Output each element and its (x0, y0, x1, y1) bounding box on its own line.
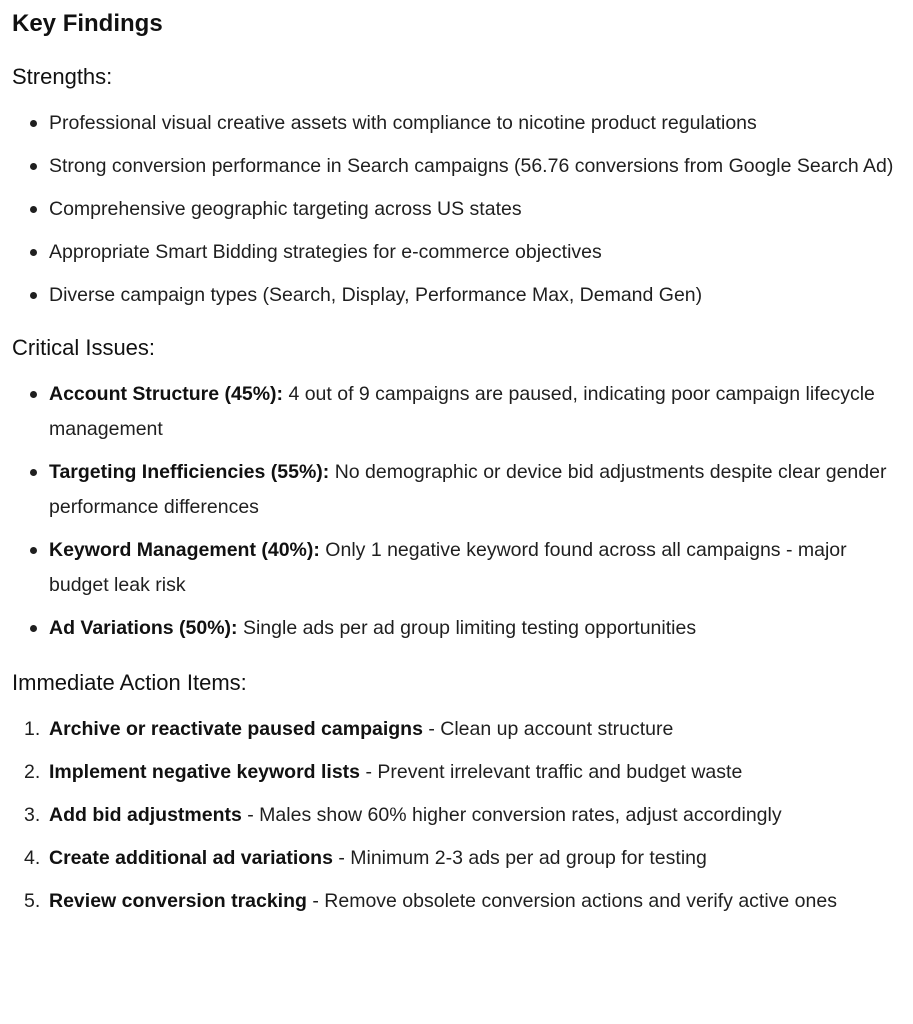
list-item (12, 192, 901, 227)
action-text: - Clean up account structure (422, 718, 674, 740)
item-number: 5. (24, 890, 41, 912)
critical-issues-list (12, 377, 901, 646)
bullet-icon (30, 249, 37, 256)
action-label: Archive or reactivate paused campaigns (49, 718, 423, 740)
issue-label: Targeting Inefficiencies (55%): (49, 461, 330, 483)
list-item (12, 533, 901, 603)
strength-text: Strong conversion performance in Search campaigns (56.76 conversions from Google Search Ad) (49, 155, 894, 177)
issue-label: Ad Variations (50%): (49, 617, 238, 639)
bullet-icon (30, 120, 37, 127)
list-item (12, 884, 901, 919)
item-number: 4. (24, 847, 41, 869)
list-item (12, 278, 901, 313)
list-item (12, 712, 901, 747)
bullet-icon (30, 206, 37, 213)
item-number: 2. (24, 761, 41, 783)
strengths-heading: Strengths: (12, 64, 113, 89)
bullet-icon (30, 391, 37, 398)
critical-issues-heading: Critical Issues: (12, 335, 156, 360)
page-title: Key Findings (12, 10, 163, 37)
issue-label: Account Structure (45%): (49, 383, 284, 405)
bullet-icon (30, 163, 37, 170)
list-item (12, 841, 901, 876)
issue-text: 4 out of 9 campaigns are paused, indicating poor campaign lifecycle management (49, 383, 875, 440)
action-text: - Minimum 2-3 ads per ad group for testing (332, 847, 707, 869)
action-label: Review conversion tracking (49, 890, 307, 912)
strength-text: Professional visual creative assets with compliance to nicotine product regulations (49, 112, 757, 134)
issue-text: No demographic or device bid adjustments despite clear gender performance differences (49, 461, 887, 518)
item-number: 3. (24, 804, 41, 826)
strength-text: Appropriate Smart Bidding strategies for e-commerce objectives (49, 241, 602, 263)
action-text: - Males show 60% higher conversion rates, adjust accordingly (241, 804, 782, 826)
action-text: - Remove obsolete conversion actions and verify active ones (306, 890, 837, 912)
action-label: Add bid adjustments (49, 804, 242, 826)
bullet-icon (30, 469, 37, 476)
list-item (12, 235, 901, 270)
item-number: 1. (24, 718, 41, 740)
list-item (12, 106, 901, 141)
list-item (12, 798, 901, 833)
action-text: - Prevent irrelevant traffic and budget waste (360, 761, 743, 783)
action-label: Create additional ad variations (49, 847, 333, 869)
bullet-icon (30, 625, 37, 632)
strengths-list (12, 106, 901, 313)
issue-text: Only 1 negative keyword found across all campaigns - major budget leak risk (49, 539, 847, 596)
action-items-heading: Immediate Action Items: (12, 670, 247, 695)
strength-text: Comprehensive geographic targeting across US states (49, 198, 522, 220)
bullet-icon (30, 547, 37, 554)
issue-text: Single ads per ad group limiting testing opportunities (237, 617, 697, 639)
strength-text: Diverse campaign types (Search, Display, Performance Max, Demand Gen) (49, 284, 703, 306)
action-label: Implement negative keyword lists (49, 761, 361, 783)
list-item (12, 611, 901, 646)
list-item (12, 455, 901, 525)
list-item (12, 377, 901, 447)
issue-label: Keyword Management (40%): (49, 539, 320, 561)
list-item (12, 149, 901, 184)
action-items-list (12, 712, 901, 919)
bullet-icon (30, 292, 37, 299)
list-item (12, 755, 901, 790)
